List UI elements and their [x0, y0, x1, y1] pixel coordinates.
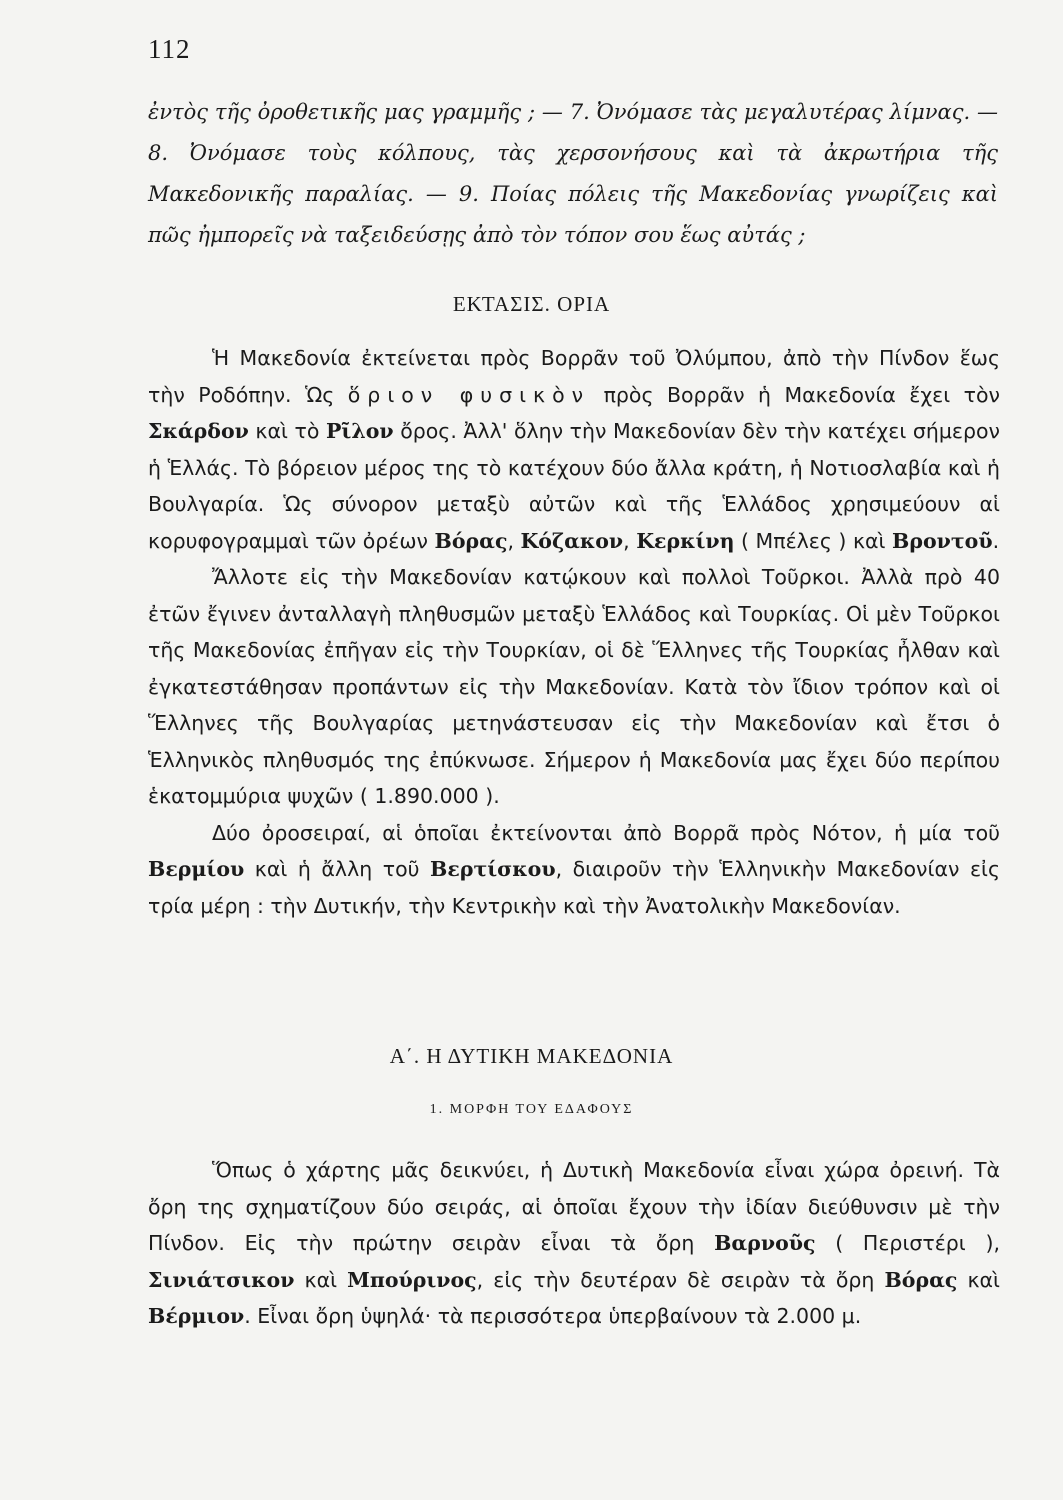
section-heading-west-macedonia: Α΄. Η ΔΥΤΙΚΗ ΜΑΚΕΔΟΝΙΑ	[389, 1044, 674, 1068]
mountain-name: Σινιάτσικον	[148, 1267, 295, 1292]
mountain-name: Βαρνοῦς	[714, 1231, 816, 1255]
mountain-name: Βόρας	[884, 1267, 958, 1292]
mountain-name: Βερμίου	[148, 857, 245, 881]
mountain-name: Κερκίνη	[636, 528, 735, 553]
subsection-heading-terrain: 1. ΜΟΡΦΗ ΤΟΥ ΕΔΑΦΟΥΣ	[429, 1102, 634, 1117]
section-terrain-body	[148, 1152, 1000, 1335]
mountain-name: Μπούρινος	[347, 1267, 477, 1292]
paragraph-terrain: Ὅπως ὁ χάρτης μᾶς δεικνύει, ἡ Δυτικὴ Μακεδονία εἶναι χώρα ὀρεινή. Τὰ ὄρη της σχηματίζουν δύο σειράς, αἱ ὁποῖαι ἔχουν τὴν ἰδίαν διεύθυνσιν μὲ τὴν Πίνδον. Εἰς τὴν πρώτην σειρὰν εἶναι τὰ ὄρη Βαρνοῦς ( Περιστέρι ), Σινιάτσικον καὶ Μπούρινος, εἰς τὴν δευτέραν δὲ σειρὰν τὰ ὄρη Βόρας καὶ Βέρμιον. Εἶναι ὄρη ὑψηλά· τὰ περισσότερα ὑπερβαίνουν τὰ 2.000 μ.	[148, 1158, 1000, 1328]
paragraph-ranges: Δύο ὀροσειραί, αἱ ὁποῖαι ἐκτείνονται ἀπὸ Βορρᾶ πρὸς Νότον, ἡ μία τοῦ Βερμίου καὶ ἡ ἄλλη τοῦ Βερτίσκου, διαιροῦν τὴν Ἑλληνικὴν Μακεδονίαν εἰς τρία μέρη : τὴν Δυτικήν, τὴν Κεντρικὴν καὶ τὴν Ἀνατολικὴν Μακεδονίαν.	[148, 820, 1001, 918]
mountain-name: Βόρας	[434, 528, 508, 553]
mountain-name: Σκάρδον	[148, 419, 249, 443]
paragraph-borders: Ἡ Μακεδονία ἐκτείνεται πρὸς Βορρᾶν τοῦ Ὀλύμπου, ἀπὸ τὴν Πίνδον ἕως τὴν Ροδόπην. Ὡς ὅριον φυσικὸν πρὸς Βορρᾶν ἡ Μακεδονία ἔχει τὸν Σκάρδον καὶ τὸ Ρῖλον ὄρος. Ἀλλ' ὅλην τὴν Μακεδονίαν δὲν τὴν κατέχει σήμερον ἡ Ἑλλάς. Τὸ βόρειον μέρος της τὸ κατέχουν δύο ἄλλα κράτη, ἡ Νοτιοσλαβία καὶ ἡ Βουλγαρία. Ὡς σύνορον μεταξὺ αὐτῶν καὶ τῆς Ἑλλάδος χρησιμεύουν αἱ κορυφογραμμαὶ τῶν ὀρέων Βόρας, Κόζακον, Κερκίνη ( Μπέλες ) καὶ Βροντοῦ.	[148, 346, 1000, 553]
section-heading-extent: ΕΚΤΑΣΙΣ. ΟΡΙΑ	[452, 292, 611, 316]
mountain-name: Βροντοῦ	[892, 528, 993, 553]
mountain-name: Βέρμιον	[148, 1304, 245, 1328]
intro-questions: ἐντὸς τῆς ὀροθετικῆς μας γραμμῆς ; — 7. Ὀνόμασε τὰς μεγαλυτέρας λίμνας. — 8. Ὀνόμασε τοὺς κόλπους, τὰς χερσονήσους καὶ τὰ ἀκρωτήρια τῆς Μακεδονικῆς παραλίας. — 9. Ποίας πόλεις τῆς Μακεδονίας γνωρίζεις καὶ πῶς ἠμπορεῖς νὰ ταξειδεύσῃς ἀπὸ τὸν τόπον σου ἕως αὐτάς ;	[148, 100, 998, 247]
section-extent-body	[148, 340, 1000, 924]
mountain-name: Ρῖλον	[326, 419, 394, 443]
mountain-name: Βερτίσκου	[430, 857, 556, 881]
mountain-name: Κόζακον	[520, 528, 624, 553]
page-number: 112	[148, 34, 191, 64]
paragraph-population: Ἄλλοτε εἰς τὴν Μακεδονίαν κατῴκουν καὶ πολλοὶ Τοῦρκοι. Ἀλλὰ πρὸ 40 ἐτῶν ἔγινεν ἀνταλλαγὴ πληθυσμῶν μεταξὺ Ἑλλάδος καὶ Τουρκίας. Οἱ μὲν Τοῦρκοι τῆς Μακεδονίας ἐπῆγαν εἰς τὴν Τουρκίαν, οἱ δὲ Ἕλληνες τῆς Τουρκίας ἦλθαν καὶ ἐγκατεστάθησαν προπάντων εἰς τὴν Μακεδονίαν. Κατὰ τὸν ἴδιον τρόπον καὶ οἱ Ἕλληνες τῆς Βουλγαρίας μετηνάστευσαν εἰς τὴν Μακεδονίαν καὶ ἔτσι ὁ Ἑλληνικὸς πληθυσμός της ἐπύκνωσε. Σήμερον ἡ Μακεδονία μας ἔχει δύο περίπου ἑκατομμύρια ψυχῶν ( 1.890.000 ).	[148, 565, 1000, 808]
